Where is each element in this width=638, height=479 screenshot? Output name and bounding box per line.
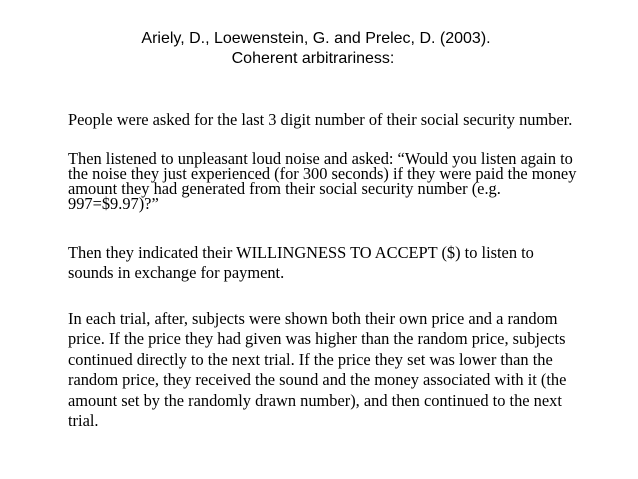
paragraph-noise-question (68, 151, 628, 211)
paragraph-line: amount they had generated from their social security number (e.g. (68, 179, 501, 198)
paragraph-line: sounds in exchange for payment. (68, 263, 285, 282)
paragraph-ssn-question (68, 110, 628, 130)
paragraph-line: In each trial, after, subjects were shown both their own price and a random (68, 309, 558, 328)
paragraph-line: trial. (68, 411, 99, 431)
paragraph-line: random price, they received the sound and the money associated with it (the (68, 370, 567, 390)
slide-title (0, 29, 638, 69)
citation-line: Ariely, D., Loewenstein, G. and Prelec, D. (2003). (141, 30, 491, 47)
paragraph-trial-procedure (68, 309, 628, 431)
paragraph-line: People were asked for the last 3 digit number of their social security number. (68, 110, 573, 129)
paper-title-line: Coherent arbitrariness: (231, 50, 395, 67)
paragraph-line: Then listened to unpleasant loud noise and asked: “Would you listen again to (68, 149, 573, 168)
paragraph-line: price. If the price they had given was higher than the random price, subjects (68, 329, 566, 349)
paragraph-line: Then they indicated their WILLINGNESS TO ACCEPT ($) to listen to (68, 243, 534, 262)
paragraph-line: continued directly to the next trial. If the price they set was lower than the (68, 349, 553, 369)
paragraph-line: the noise they just experienced (for 300 seconds) if they were paid the money (68, 164, 577, 183)
paragraph-willingness (68, 243, 628, 283)
paragraph-line: 997=$9.97)?” (68, 194, 159, 213)
paragraph-line: amount set by the randomly drawn number), and then continued to the next (68, 390, 562, 410)
